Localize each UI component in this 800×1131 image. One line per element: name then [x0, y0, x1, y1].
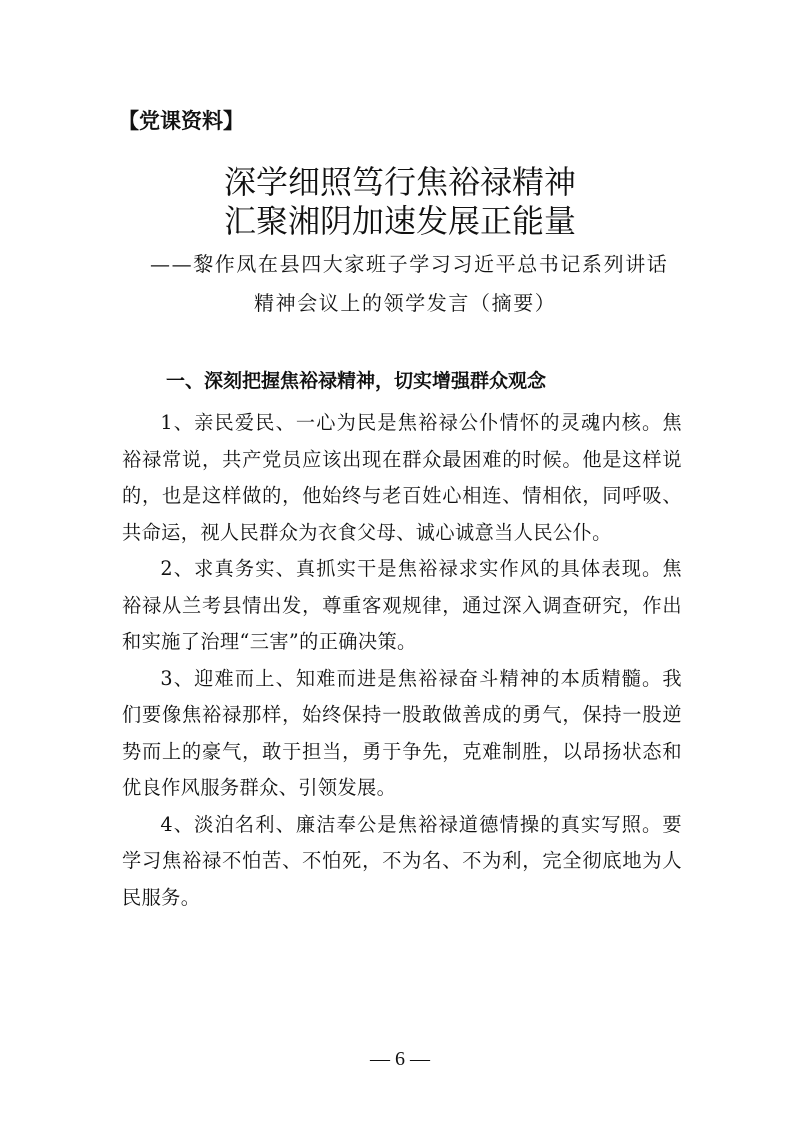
title-line-2: 汇聚湘阴加速发展正能量 [223, 202, 576, 240]
subtitle-line-1: ——黎作凤在县四大家班子学习习近平总书记系列讲话 [150, 252, 669, 276]
paragraph-2: 2、求真务实、真抓实干是焦裕禄求实作风的具体表现。焦裕禄从兰考县情出发，尊重客观规律，通过深入调查研究，作出和实施了治理“三害”的正确决策。 [122, 557, 682, 653]
article-body [122, 405, 682, 916]
section-heading: 一、深刻把握焦裕禄精神，切实增强群众观念 [166, 370, 547, 392]
page-number: — 6 — [370, 1048, 430, 1070]
category-tag: 【党课资料】 [118, 109, 244, 133]
paragraph-1: 1、亲民爱民、一心为民是焦裕禄公仆情怀的灵魂内核。焦裕禄常说，共产党员应该出现在群众最困难的时候。他是这样说的，也是这样做的，他始终与老百姓心相连、情相依，同呼吸、共命运，视人民群众为衣食父母、诚心诚意当人民公仆。 [122, 411, 682, 544]
subtitle-line-2: 精神会议上的领学发言（摘要） [254, 291, 557, 315]
paragraph-3: 3、迎难而上、知难而进是焦裕禄奋斗精神的本质精髓。我们要像焦裕禄那样，始终保持一股敢做善成的勇气，保持一股逆势而上的豪气，敢于担当，勇于争先，克难制胜，以昂扬状态和优良作风服务群众、引领发展。 [122, 666, 682, 799]
paragraph-4: 4、淡泊名利、廉洁奉公是焦裕禄道德情操的真实写照。要学习焦裕禄不怕苦、不怕死，不为名、不为利，完全彻底地为人民服务。 [122, 812, 682, 909]
title-line-1: 深学细照笃行焦裕禄精神 [223, 163, 576, 201]
